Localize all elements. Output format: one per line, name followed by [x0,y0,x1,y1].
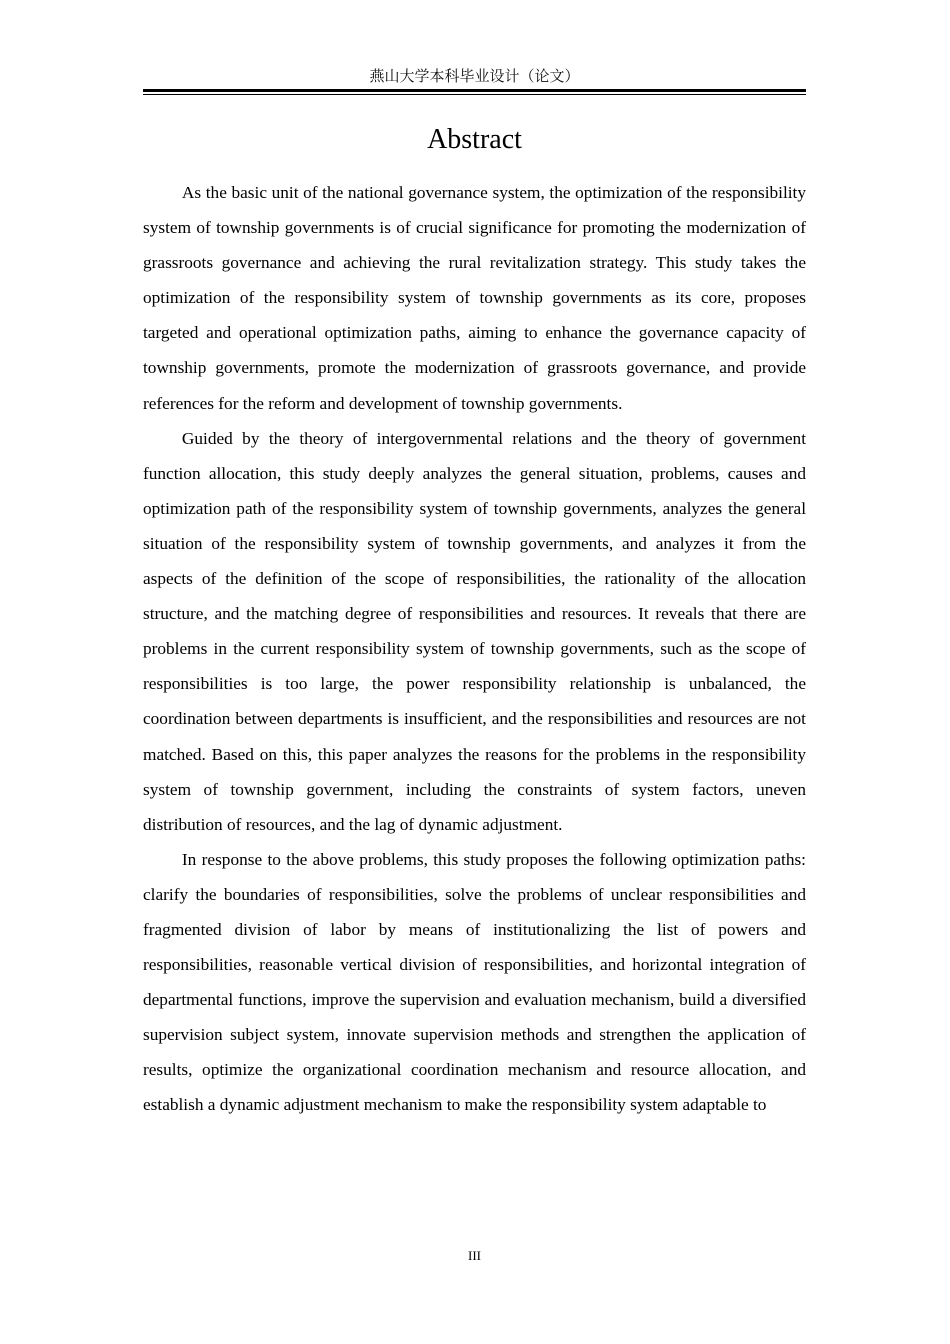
abstract-body [143,175,806,1123]
header-rule-thick [143,89,806,92]
running-header: 燕山大学本科毕业设计（论文） [369,67,580,85]
paragraph-3: In response to the above problems, this study proposes the following optimization paths: clarify the boundaries of responsibilities, solve the problems of unclear responsibilities and fragmented division of labor by means of institutionalizing the list of powers and responsibilities, reasonable vertical division of responsibilities, and horizontal integration of departmental functions, improve the supervision and evaluation mechanism, build a diversified supervision subject system, innovate supervision methods and strengthen the application of results, optimize the organizational coordination mechanism and resource allocation, and establish a dynamic adjustment mechanism to make the responsibility system adaptable to [143,849,806,1115]
paragraph-2: Guided by the theory of intergovernmental relations and the theory of government function allocation, this study deeply analyzes the general situation, problems, causes and optimization path of the responsibility system of township governments, analyzes the general situation of the responsibility system of township governments, and analyzes it from the aspects of the definition of the scope of responsibilities, the rationality of the allocation structure, and the matching degree of responsibilities and resources. It reveals that there are problems in the current responsibility system of township governments, such as the scope of responsibilities is too large, the power responsibility relationship is unbalanced, the coordination between departments is insufficient, and the responsibilities and resources are not matched. Based on this, this paper analyzes the reasons for the problems in the responsibility system of township government, including the constraints of system factors, uneven distribution of resources, and the lag of dynamic adjustment. [143,428,806,834]
paragraph-1: As the basic unit of the national governance system, the optimization of the responsibility system of township governments is of crucial significance for promoting the modernization of grassroots governance and achieving the rural revitalization strategy. This study takes the optimization of the responsibility system of township governments as its core, proposes targeted and operational optimization paths, aiming to enhance the governance capacity of township governments, promote the modernization of grassroots governance, and provide references for the reform and development of township governments. [143,183,806,413]
header-rule-thin [143,94,806,95]
page-number: III [468,1248,481,1263]
abstract-title: Abstract [427,124,522,155]
